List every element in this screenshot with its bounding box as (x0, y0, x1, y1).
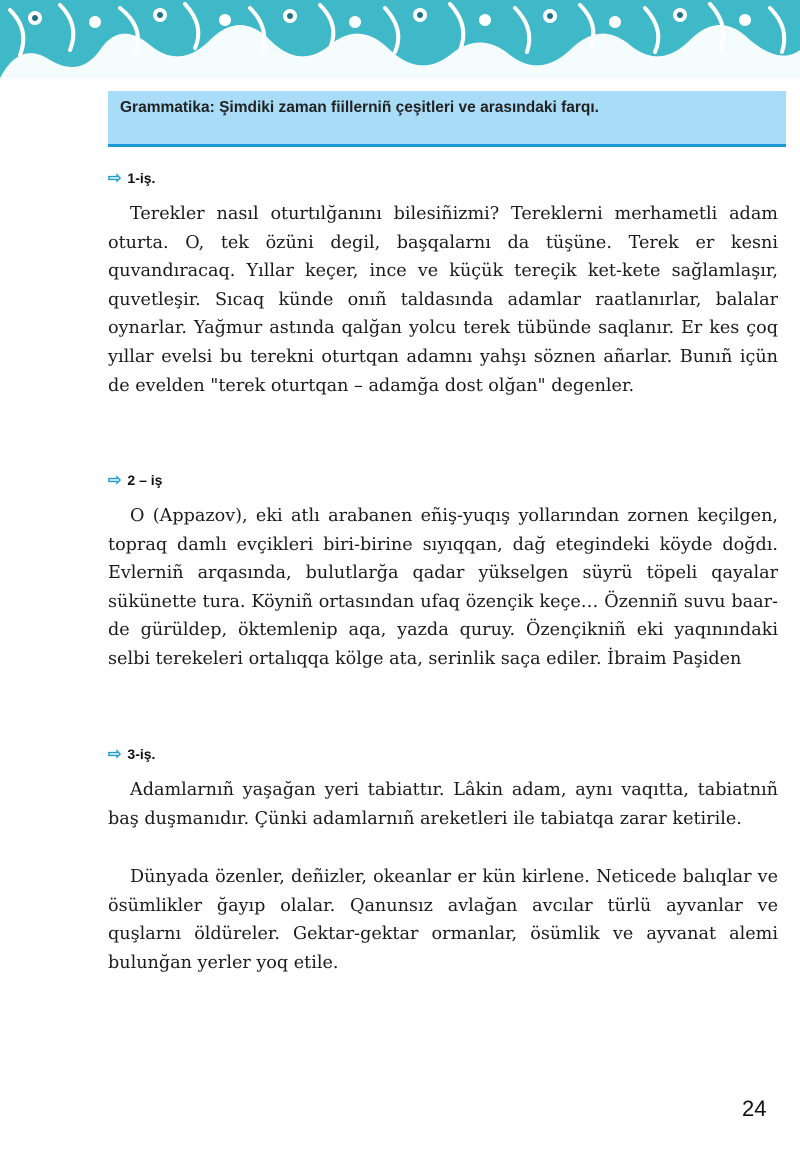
grammar-topic-box (108, 91, 786, 147)
floral-ornament-icon (0, 0, 800, 78)
task-1-heading (108, 168, 155, 188)
page-number: 24 (742, 1096, 767, 1121)
arrow-right-icon: ⇨ (108, 170, 122, 187)
arrow-right-icon: ⇨ (108, 746, 122, 763)
task-1-title: 1-iş. (127, 170, 156, 186)
task-1-paragraph: Terekler nasıl oturtılğanını bilesiñizmi? Tereklerni merhametli adam oturta. O, tek özüni degil, başqalarnı da tüşüne. Terek er kesni quvandıracaq. Yıllar keçer, ince ve küçük tereçik ket-kete sağlamlaşır, quvetleşir. Sıcaq künde onıñ taldasında adamlar raatlanırlar, balalar oynarlar. Yağmur astında qalğan yolcu terek tübünde saqlanır. Er kes çoq yıllar evelsi bu terekni oturtqan adamnı yahşı söznen añarlar. Bunıñ içün de evelden "terek oturtqan – adamğa dost olğan" degenler. (108, 204, 778, 396)
decorative-floral-border (0, 0, 800, 78)
task-3-paragraph-1: Adamlarnıñ yaşağan yeri tabiattır. Lâkin adam, aynı vaqıtta, tabiatnıñ baş duşmanıdır. Çünki adamlarnıñ areketleri ile tabiatqa zarar ketirile. (108, 780, 778, 829)
task-2-heading (108, 470, 162, 490)
task-3-heading (108, 744, 155, 764)
task-3-title: 3-iş. (127, 746, 156, 762)
grammar-topic-text: Grammatika: Şimdiki zaman fiillerniñ çeşitleri ve arasındaki farqı. (120, 99, 599, 116)
arrow-right-icon: ⇨ (108, 472, 122, 489)
task-3-paragraph-2: Dünyada özenler, deñizler, okeanlar er kün kirlene. Neticede balıqlar ve ösümlikler ğayıp olalar. Qanunsız avlağan avcılar türlü ayvanlar ve quşlarnı öldüreler. Gektar-gektar ormanlar, ösümlik ve ayvanat alemi bulunğan yerler yoq etile. (108, 867, 778, 973)
task-2-title: 2 – iş (127, 472, 163, 488)
task-2-paragraph: O (Appazov), eki atlı arabanen eñiş-yuqış yollarından zornen keçilgen, topraq damlı evçikleri biri-birine sıyıqqan, dağ etegindeki köyde doğdı. Evlerniñ arqasında, bulutlarğa qadar yükselgen süyrü töpeli qayalar sükünette tura. Köyniñ ortasından ufaq özençik keçe… Özenniñ suvu baarde gürüldep, öktemlenip aqa, yazda quruy. Özençikniñ eki yaqınındaki selbi terekeleri ortalıqqa kölge ata, serinlik saça ediler. İbraim Paşiden (108, 506, 778, 669)
